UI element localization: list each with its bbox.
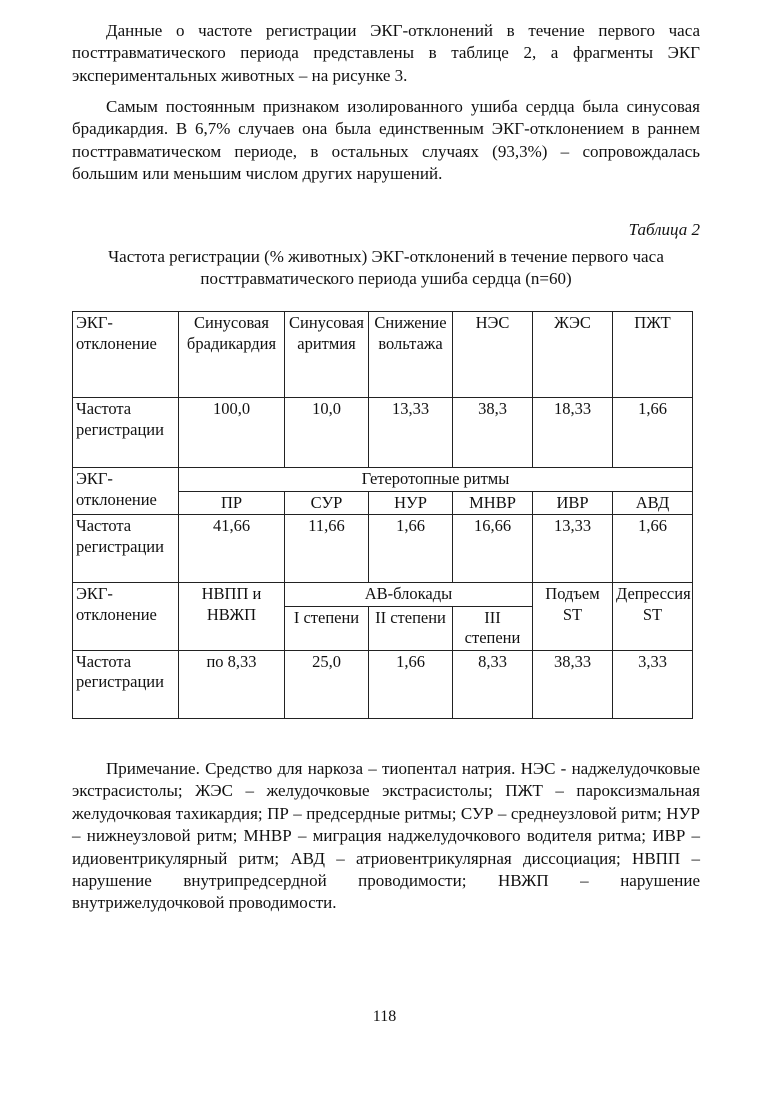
header-cell: Синусовая аритмия [285,312,369,398]
table-row [73,312,693,398]
row-label-frequency: Частота регистрации [73,515,179,583]
value-cell: по 8,33 [179,650,285,718]
table-row [73,468,693,492]
row-label-frequency: Частота регистрации [73,650,179,718]
value-cell: 100,0 [179,398,285,468]
page-number: 118 [372,1008,397,1025]
table-title: Частота регистрации (% животных) ЭКГ-отклонений в течение первого часа посттравматического периода ушиба сердца (n=60) [108,247,664,288]
header-cell: Синусовая брадикардия [179,312,285,398]
subheader-cell: I степени [285,606,369,650]
header-cell-st-rise: Подъем ST [533,583,613,651]
value-cell: 3,33 [613,650,693,718]
header-cell: СУР [285,491,369,515]
paragraph-2: Самым постоянным признаком изолированного ушиба сердца была синусовая брадикардия. В 6,7% случаев она была единственным ЭКГ-отклонением в раннем посттравматическом периоде, в остальных случаях (93,3%) – сопровождалась большим или меньшим числом других нарушений. [72,97,700,184]
ecg-frequency-table [72,311,693,719]
value-cell: 38,33 [533,650,613,718]
subheader-cell: III степени [453,606,533,650]
value-cell: 11,66 [285,515,369,583]
header-cell: НЭС [453,312,533,398]
value-cell: 16,66 [453,515,533,583]
header-cell: ЖЭС [533,312,613,398]
header-cell: НУР [369,491,453,515]
subheader-cell: II степени [369,606,453,650]
value-cell: 8,33 [453,650,533,718]
value-cell: 10,0 [285,398,369,468]
header-cell: ИВР [533,491,613,515]
group-header-av-blocks: АВ-блокады [285,583,533,607]
header-cell: ПЖТ [613,312,693,398]
table-row [73,583,693,607]
table-row [73,515,693,583]
value-cell: 1,66 [369,515,453,583]
header-cell: ПР [179,491,285,515]
value-cell: 1,66 [613,515,693,583]
row-label-frequency: Частота регистрации [73,398,179,468]
value-cell: 25,0 [285,650,369,718]
value-cell: 18,33 [533,398,613,468]
header-cell-nvpp: НВПП и НВЖП [179,583,285,651]
header-cell-st-depression: Депрессия ST [613,583,693,651]
table-note: Примечание. Средство для наркоза – тиопентал натрия. НЭС - наджелудочковые экстрасистолы; ЖЭС – желудочковые экстрасистолы; ПЖТ – пароксизмальная желудочковая тахикардия; ПР – предсердные ритмы; СУР – среднеузловой ритм; НУР – нижнеузловой ритм; МНВР – миграция наджелудочкового водителя ритма; ИВР – идиовентрикулярный ритм; АВД – атриовентрикулярная диссоциация; НВПП – нарушение внутрипредсердной проводимости; НВЖП – нарушение внутрижелудочковой проводимости. [72,759,700,913]
table-row [73,398,693,468]
paragraph-1: Данные о частоте регистрации ЭКГ-отклонений в течение первого часа посттравматического периода представлены в таблице 2, а фрагменты ЭКГ экспериментальных животных – на рисунке 3. [72,21,700,85]
table-label: Таблица 2 [628,220,700,239]
row-label-deviation: ЭКГ-отклонение [73,312,179,398]
table-row [73,650,693,718]
header-cell: Снижение вольтажа [369,312,453,398]
group-header-heterotopic: Гетеротопные ритмы [179,468,693,492]
value-cell: 38,3 [453,398,533,468]
value-cell: 1,66 [613,398,693,468]
header-cell: МНВР [453,491,533,515]
value-cell: 13,33 [533,515,613,583]
header-cell: АВД [613,491,693,515]
value-cell: 13,33 [369,398,453,468]
row-label-deviation: ЭКГ-отклонение [73,583,179,651]
value-cell: 1,66 [369,650,453,718]
row-label-deviation: ЭКГ-отклонение [73,468,179,515]
value-cell: 41,66 [179,515,285,583]
